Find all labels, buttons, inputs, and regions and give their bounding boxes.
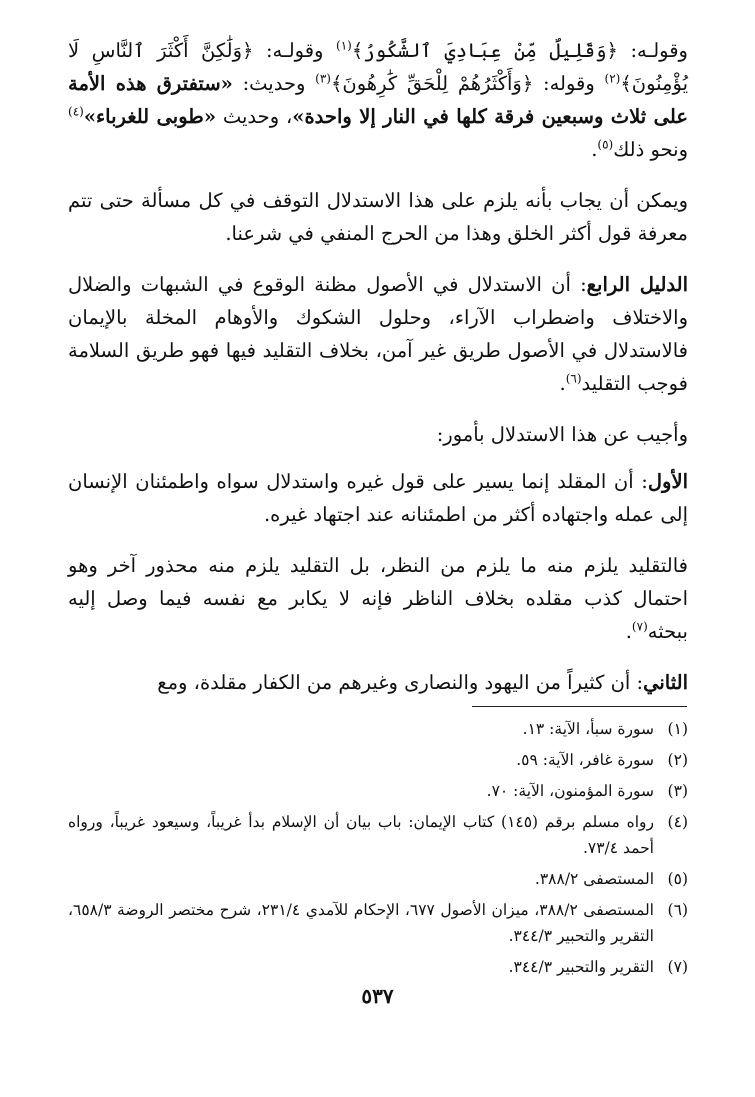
paragraph-4 [68, 418, 688, 451]
text-run: ، وحديث [216, 105, 293, 128]
text-run: ويمكن أن يجاب بأنه يلزم على هذا الاستدلال التوقف في كل مسألة حتى تتم معرفة قول أكثر الخلق وهذا من الحرج المنفي في شرعنا. [68, 189, 688, 245]
footnote-text: المستصفى ٣٨٨/٢. [534, 870, 654, 888]
footnote-ref: (٥) [597, 137, 614, 152]
footnote-item [68, 809, 688, 861]
page-number: ٥٣٧ [361, 984, 394, 1008]
footnote-number: (٦) [667, 901, 688, 919]
footnote-item [68, 716, 688, 742]
section-heading: الدليل الرابع [586, 273, 688, 296]
footnote-item [68, 897, 688, 949]
footnote-ref: (٧) [631, 619, 648, 634]
paragraph-6 [68, 549, 688, 648]
footnote-number: (٧) [667, 958, 688, 976]
text-run: فالتقليد يلزم منه ما يلزم من النظر، بل التقليد يلزم منه محذور آخر وهو احتمال كذب مقلده بخلاف الناظر فإنه لا يكابر مع نفسه فيما وصل إليه ببحثه [68, 554, 688, 643]
paragraph-5 [68, 465, 688, 531]
footnote-number: (٥) [667, 870, 688, 888]
quran-verse: ﴿وَقَلِيلٌ مِّنْ عِبَادِيَ ٱلشَّكُورُ﴾ [351, 39, 618, 62]
footnote-text: التقرير والتحبير ٣٤٤/٣. [508, 958, 654, 976]
footnote-number: (٤) [667, 813, 688, 831]
text-run: وأجيب عن هذا الاستدلال بأمور: [436, 423, 688, 446]
text-run: وقوله: [533, 72, 605, 95]
footnote-ref: (٤) [68, 104, 84, 119]
footnote-item [68, 866, 688, 892]
footnote-number: (٣) [667, 782, 688, 800]
quran-verse: ﴿وَأَكْثَرُهُمْ لِلْحَقِّ كَٰرِهُونَ﴾ [330, 72, 534, 95]
point-heading: الثاني [643, 671, 688, 694]
hadith-quote: «طوبى للغرباء» [83, 105, 217, 128]
footnote-number: (١) [667, 720, 688, 738]
text-run: وحديث: [232, 72, 316, 95]
footnote-divider [472, 706, 687, 707]
footnote-ref: (٣) [315, 71, 331, 86]
text-run: وقولـه: [617, 39, 688, 62]
footnote-item [68, 747, 688, 773]
text-run: : أن الاستدلال في الأصول مظنة الوقوع في الشبهات والضلال والاختلاف واضطراب الآراء، وحلول الشكوك والأوهام المخلة بالإيمان فالاستدلال في الأصول طريق غير آمن، بخلاف التقليد فيها فهو طريق السلامة فوجب التقليد [68, 273, 688, 395]
quran-verse: ﴿وَلَٰكِنَّ أَكْثَرَ ٱلنَّاسِ لَا يُؤْمِنُونَ﴾ [68, 39, 688, 95]
footnote-text: سورة المؤمنون، الآية: ٧٠. [486, 782, 654, 800]
text-run: : أن المقلد إنما يسير على قول غيره واستدلال سواه واطمئنان الإنسان إلى عمله واجتهاده أكثر من اطمئنانه عند اجتهاد غيره. [68, 470, 688, 526]
footnote-text: سورة غافر، الآية: ٥٩. [516, 751, 654, 769]
hadith-quote: «ستفترق هذه الأمة على ثلاث وسبعين فرقة كلها في النار إلا واحدة» [68, 72, 688, 128]
footnote-item [68, 954, 688, 980]
footnote-text: المستصفى ٣٨٨/٢، ميزان الأصول ٦٧٧، الإحكام للآمدي ٢٣١/٤، شرح مختصر الروضة ٦٥٨/٣، التقرير والتحبير ٣٤٤/٣. [68, 901, 654, 945]
paragraph-2 [68, 184, 688, 250]
footnote-text: رواه مسلم برقم (١٤٥) كتاب الإيمان: باب بيان أن الإسلام بدأ غريباً، وسيعود غريباً، ورواه أحمد ٧٣/٤. [68, 813, 654, 857]
text-run: وقولـه: [253, 39, 337, 62]
paragraph-3 [68, 268, 688, 400]
footnote-text: سورة سبأ، الآية: ١٣. [522, 720, 654, 738]
text-run: . [625, 620, 632, 643]
footnote-ref: (١) [336, 38, 352, 53]
paragraph-7 [68, 666, 688, 699]
main-text [68, 34, 688, 717]
footnote-ref: (٦) [565, 371, 582, 386]
text-run: . [559, 372, 566, 395]
point-heading: الأول [647, 470, 688, 493]
footnote-item [68, 778, 688, 804]
text-run: : أن كثيراً من اليهود والنصارى وغيرهم من الكفار مقلدة، ومع [157, 671, 644, 694]
text-run: . [591, 138, 598, 161]
text-run: ونحو ذلك [613, 138, 688, 161]
footnotes [68, 716, 688, 985]
footnote-ref: (٢) [604, 71, 621, 86]
paragraph-1 [68, 34, 688, 166]
footnote-number: (٢) [667, 751, 688, 769]
